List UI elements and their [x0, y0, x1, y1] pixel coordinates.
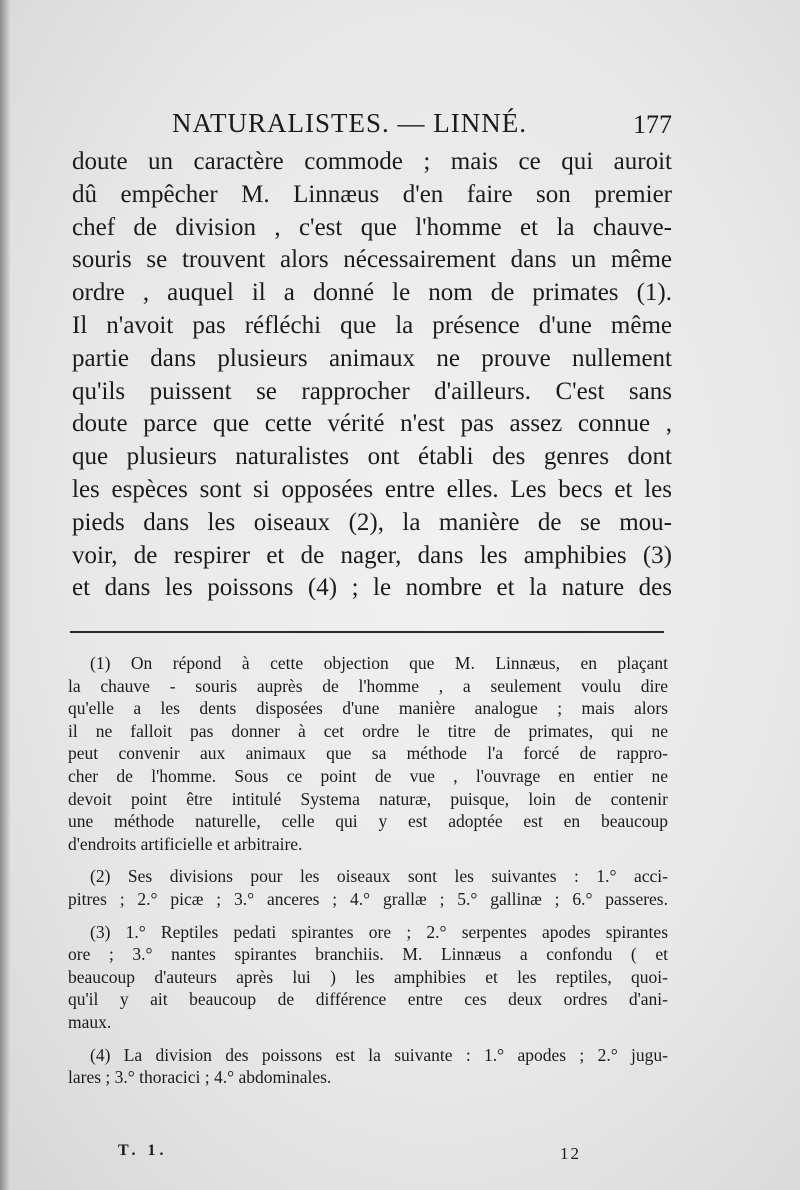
- footnote-line: (2) Ses divisions pour les oiseaux sont les suivantes : 1.° acci-: [90, 866, 668, 887]
- footnote-line: d'endroits artificielle et arbitraire.: [68, 833, 303, 854]
- text-line: doute parce que cette vérité n'est pas assez connue ,: [72, 410, 672, 438]
- footnote-line: il ne falloit pas donner à cet ordre le titre de primates, qui ne: [68, 720, 668, 741]
- footnote-line: devoit point être intitulé Systema naturæ, puisque, loin de contenir: [68, 788, 668, 809]
- running-head: NATURALISTES. — LINNÉ.: [172, 108, 527, 138]
- footnote-line: (3) 1.° Reptiles pedati spirantes ore ; 2.° serpentes apodes spirantes: [90, 921, 668, 942]
- footnotes: [68, 652, 668, 1099]
- text-line: qu'ils puissent se rapprocher d'ailleurs. C'est sans: [72, 377, 672, 405]
- signature-mark: T. 1.: [118, 1142, 168, 1159]
- footnote-2: [68, 865, 668, 910]
- footnote-line: la chauve - souris auprès de l'homme , a seulement voulu dire: [68, 675, 668, 696]
- footnote-separator-rule: [70, 631, 664, 633]
- text-line: dû empêcher M. Linnæus d'en faire son premier: [72, 180, 672, 208]
- text-line: Il n'avoit pas réfléchi que la présence d'une même: [72, 311, 672, 339]
- page-edge-shadow: [0, 0, 10, 1190]
- page-header: [72, 108, 672, 148]
- footnote-line: peut convenir aux animaux que sa méthode l'a forcé de rappro-: [68, 743, 668, 764]
- text-line: chef de division , c'est que l'homme et la chauve-: [72, 213, 672, 241]
- text-line: pieds dans les oiseaux (2), la manière de se mou-: [72, 508, 672, 536]
- footnote-line: qu'il y ait beaucoup de différence entre ces deux ordres d'ani-: [68, 989, 668, 1010]
- text-line: voir, de respirer et de nager, dans les amphibies (3): [72, 541, 672, 569]
- text-line: et dans les poissons (4) ; le nombre et la nature des: [72, 574, 672, 602]
- footnote-line: beaucoup d'auteurs après lui ) les amphibies et les reptiles, quoi-: [68, 966, 668, 987]
- footnote-line: (1) On répond à cette objection que M. Linnæus, en plaçant: [90, 653, 668, 673]
- text-line: ordre , auquel il a donné le nom de primates (1).: [72, 279, 672, 307]
- text-line: que plusieurs naturalistes ont établi des genres dont: [72, 443, 672, 471]
- main-text: [72, 146, 672, 605]
- footnote-3: [68, 921, 668, 1034]
- footnote-4: [68, 1044, 668, 1089]
- page-number: 177: [633, 110, 672, 139]
- footnote-line: cher de l'homme. Sous ce point de vue , l'ouvrage en entier ne: [68, 765, 668, 786]
- footnote-line: une méthode naturelle, celle qui y est adoptée est en beaucoup: [68, 811, 668, 832]
- footnote-line: maux.: [68, 1011, 112, 1032]
- footnote-line: qu'elle a les dents disposées d'une manière analogue ; mais alors: [68, 698, 668, 719]
- text-line: souris se trouvent alors nécessairement dans un même: [72, 246, 672, 274]
- footnote-line: (4) La division des poissons est la suivante : 1.° apodes ; 2.° jugu-: [90, 1044, 668, 1065]
- footnote-1: [68, 652, 668, 855]
- text-line: les espèces sont si opposées entre elles. Les becs et les: [72, 475, 672, 503]
- footnote-line: pitres ; 2.° picæ ; 3.° anceres ; 4.° grallæ ; 5.° gallinæ ; 6.° passeres.: [68, 888, 668, 909]
- text-line: partie dans plusieurs animaux ne prouve nullement: [72, 344, 672, 372]
- sheet-number: 12: [560, 1144, 581, 1163]
- text-line: doute un caractère commode ; mais ce qui auroit: [72, 148, 672, 175]
- footnote-line: ore ; 3.° nantes spirantes branchiis. M. Linnæus a confondu ( et: [68, 944, 668, 965]
- footnote-line: lares ; 3.° thoracici ; 4.° abdominales.: [68, 1067, 332, 1088]
